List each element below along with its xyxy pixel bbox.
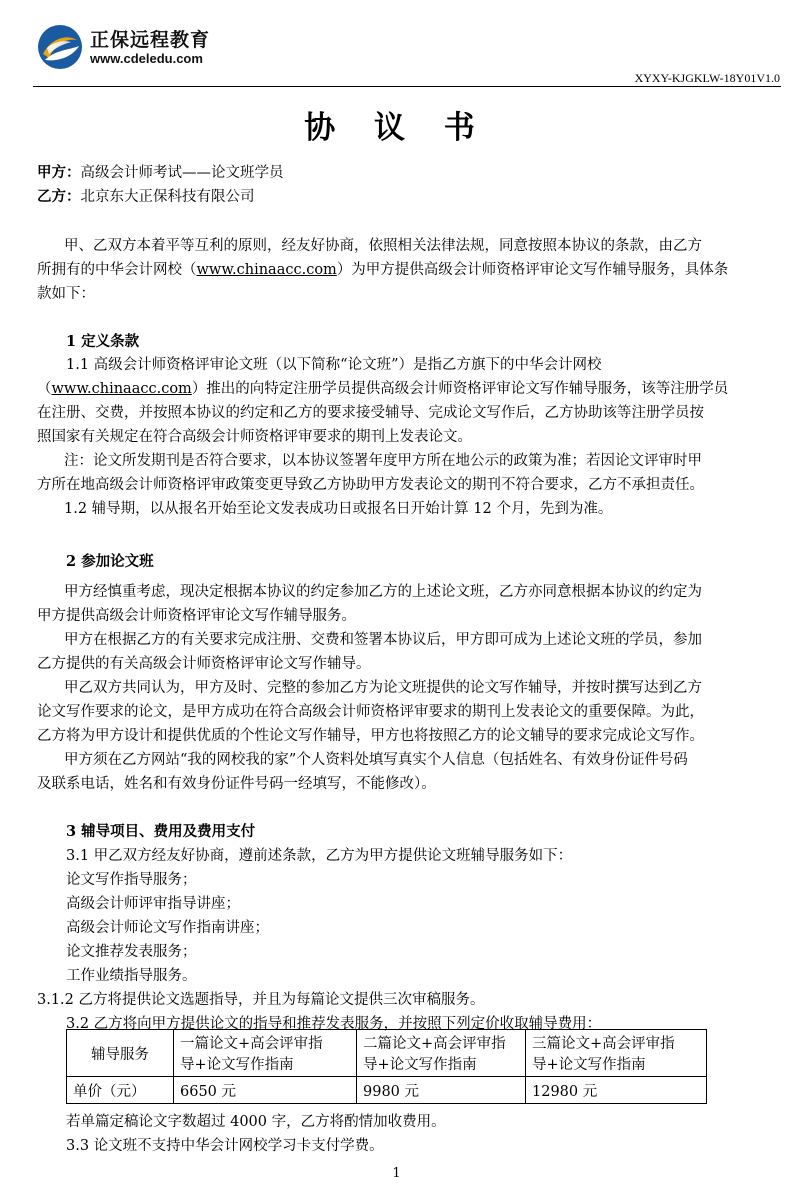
brand-name: 正保远程教育	[90, 29, 211, 51]
section-2-para-d-line-1: 甲方须在乙方网站“我的网校我的家”个人资料处填写真实个人信息（包括姓名、有效身份证件号码	[64, 752, 688, 768]
cell-text: 导+论文写作指南	[363, 1057, 477, 1073]
intro-text: ）为甲方提供高级会计师资格评审论文写作辅导服务，具体条	[336, 262, 729, 278]
note-line-2: 方所在地高级会计师资格评审政策变更导致乙方协助甲方发表论文的期刊不符合要求，乙方不承担责任。	[37, 477, 704, 493]
party-a-value: 高级会计师考试——论文班学员	[80, 165, 284, 181]
section-2-para-d-line-2: 及联系电话，姓名和有效身份证件号码一经填写，不能修改）。	[37, 776, 436, 792]
document-code: XYXY-KJGKLW-18Y01V1.0	[634, 71, 780, 85]
clause-1-1-line-4: 照国家有关规定在符合高级会计师资格评审要求的期刊上发表论文。	[37, 429, 472, 445]
clause-3-3: 3.3 论文班不支持中华会计网校学习卡支付学费。	[66, 1138, 384, 1154]
cell-text: 一篇论文+高会评审指	[180, 1036, 323, 1052]
note-line-1: 注：论文所发期刊是否符合要求，以本协议签署年度甲方所在地公示的政策为准；若因论文评审时甲	[64, 453, 702, 469]
intro-line-2	[37, 258, 728, 279]
section-2-para-c-line-3: 乙方将为甲方设计和提供优质的个性论文写作辅导，甲方也将按照乙方的论文辅导的要求完成论文写作。	[37, 728, 704, 744]
service-item: 论文推荐发表服务；	[66, 944, 197, 960]
clause-3-1-2: 3.1.2 乙方将提供论文选题指导，并且为每篇论文提供三次审稿服务。	[37, 992, 485, 1008]
clause-text: ）推出的向特定注册学员提供高级会计师资格评审论文写作辅导服务，该等注册学员	[191, 381, 729, 397]
section-2-para-b-line-2: 乙方提供的有关高级会计师资格评审论文写作辅导。	[37, 656, 371, 672]
table-cell: 6650 元	[174, 1077, 357, 1104]
page-header	[0, 0, 793, 90]
header-divider	[33, 86, 781, 87]
table-row	[67, 1030, 707, 1077]
section-1-heading: 1 定义条款	[66, 333, 140, 350]
table-cell: 9980 元	[357, 1077, 526, 1104]
section-2-heading: 2 参加论文班	[66, 553, 154, 570]
clause-text: （	[37, 381, 52, 397]
chinaacc-link[interactable]: www.chinaacc.com	[196, 262, 337, 278]
table-header-cell: 辅导服务	[67, 1030, 174, 1077]
table-header-cell	[526, 1030, 707, 1077]
clause-1-1-line-3: 在注册、交费，并按照本协议的约定和乙方的要求接受辅导、完成论文写作后，乙方协助该等注册学员按	[37, 405, 704, 421]
table-header-cell	[357, 1030, 526, 1077]
cell-text: 导+论文写作指南	[180, 1057, 294, 1073]
service-item: 高级会计师论文写作指南讲座；	[66, 920, 269, 936]
clause-1-2: 1.2 辅导期，以从报名开始至论文发表成功日或报名日开始计算 12 个月，先到为准。	[64, 501, 613, 517]
brand-url: www.cdeledu.com	[90, 51, 203, 66]
clause-3-2: 3.2 乙方将向甲方提供论文的指导和推荐发表服务，并按照下列定价收取辅导费用：	[66, 1016, 602, 1032]
service-item: 工作业绩指导服务。	[66, 968, 197, 984]
party-a	[37, 161, 284, 182]
cell-text: 二篇论文+高会评审指	[363, 1036, 506, 1052]
service-item: 高级会计师评审指导讲座；	[66, 896, 240, 912]
document-title: 协 议 书	[304, 110, 489, 146]
cell-text: 三篇论文+高会评审指	[532, 1036, 675, 1052]
table-cell: 12980 元	[526, 1077, 707, 1104]
intro-line-3: 款如下：	[37, 286, 95, 302]
party-b-label: 乙方：	[37, 188, 81, 205]
party-b	[37, 185, 255, 206]
company-logo-icon	[37, 24, 83, 70]
table-header-cell	[174, 1030, 357, 1077]
surcharge-note: 若单篇定稿论文字数超过 4000 字，乙方将酌情加收费用。	[66, 1114, 446, 1130]
clause-1-1-line-2	[37, 377, 728, 398]
chinaacc-link[interactable]: www.chinaacc.com	[51, 381, 192, 397]
section-2-para-c-line-2: 论文写作要求的论文，是甲方成功在符合高级会计师资格评审要求的期刊上发表论文的重要保障。为此，	[37, 704, 704, 720]
fee-table	[66, 1029, 707, 1104]
intro-line-1: 甲、乙双方本着平等互利的原则，经友好协商，依照相关法律法规，同意按照本协议的条款，由乙方	[64, 238, 702, 254]
table-cell: 单价（元）	[67, 1077, 174, 1104]
section-2-para-a-line-1: 甲方经慎重考虑，现决定根据本协议的约定参加乙方的上述论文班，乙方亦同意根据本协议的约定为	[64, 584, 702, 600]
section-2-para-c-line-1: 甲乙双方共同认为，甲方及时、完整的参加乙方为论文班提供的论文写作辅导，并按时撰写达到乙方	[64, 680, 702, 696]
cell-text: 导+论文写作指南	[532, 1057, 646, 1073]
table-row	[67, 1077, 707, 1104]
section-2-para-a-line-2: 甲方提供高级会计师资格评审论文写作辅导服务。	[37, 608, 356, 624]
service-item: 论文写作指导服务；	[66, 872, 197, 888]
intro-text: 所拥有的中华会计网校（	[37, 262, 197, 278]
party-b-value: 北京东大正保科技有限公司	[80, 189, 255, 205]
section-2-para-b-line-1: 甲方在根据乙方的有关要求完成注册、交费和签署本协议后，甲方即可成为上述论文班的学员，参加	[64, 632, 702, 648]
clause-3-1: 3.1 甲乙双方经友好协商，遵前述条款，乙方为甲方提供论文班辅导服务如下：	[66, 848, 573, 864]
clause-1-1-line-1: 1.1 高级会计师资格评审论文班（以下简称“论文班”）是指乙方旗下的中华会计网校	[66, 357, 602, 373]
party-a-label: 甲方：	[37, 164, 81, 181]
page-number: 1	[392, 1166, 401, 1181]
section-3-heading: 3 辅导项目、费用及费用支付	[66, 823, 256, 840]
